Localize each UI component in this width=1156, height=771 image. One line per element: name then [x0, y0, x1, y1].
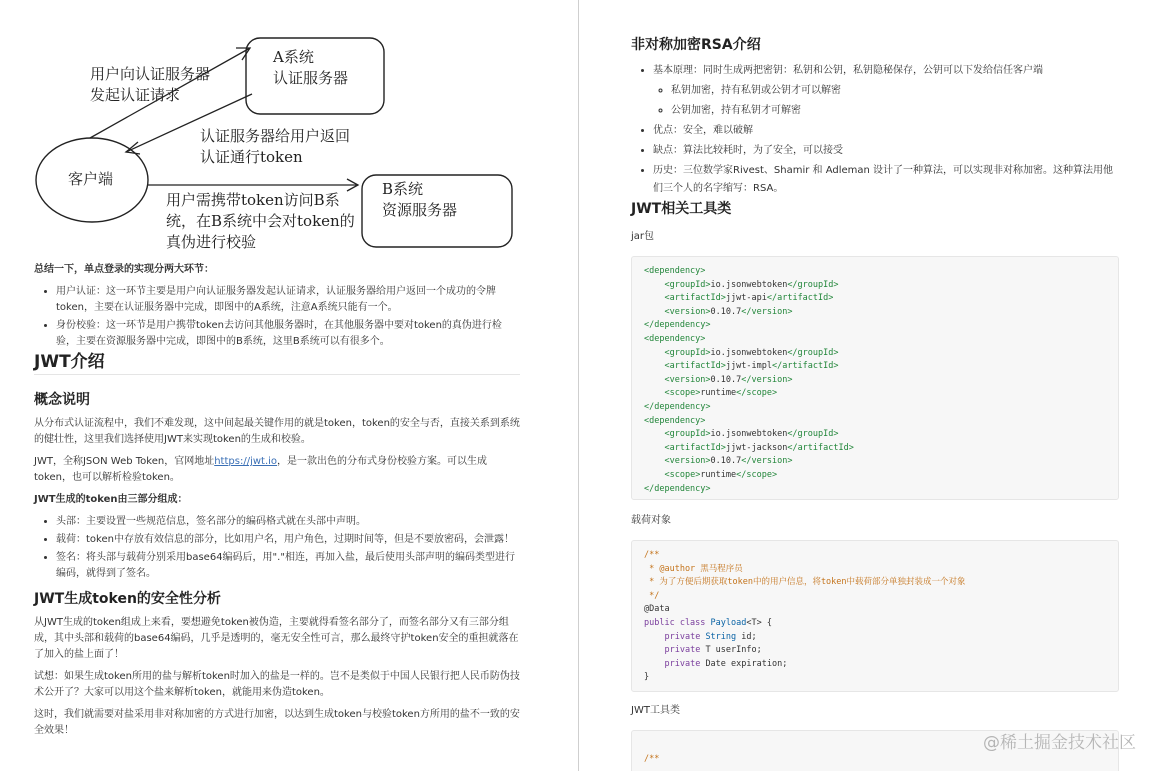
security-para-2: 试想：如果生成token所用的盐与解析token时加入的盐是一样的。岂不是类似于中国人民银行把人民币防伪技术公开了？大家可以用这个盐来解析token，就能用来伪造token。: [34, 671, 520, 698]
list-item: ◦ 私钥加密，持有私钥或公钥才可以解密: [671, 82, 1121, 100]
security-para-3: 这时，我们就需要对盐采用非对称加密的方式进行加密，以达到生成token与校验token方所用的盐不一致的安全效果！: [34, 709, 520, 736]
list-item: ◦ 公钥加密，持有私钥才可解密: [671, 102, 1121, 120]
user-to-b-note: 用户需携带token访问B系 统，在B系统中会对token的 真伪进行校验: [166, 191, 355, 251]
tools-heading: JWT相关工具类: [631, 201, 732, 217]
list-item: • 载荷：token中存放有效信息的部分，比如用户名，用户角色，过期时间等，但是不要放密码，会泄露！: [56, 532, 520, 548]
summary-list: [34, 284, 520, 350]
rsa-list: [631, 62, 1121, 198]
client-label: 客户端: [68, 170, 114, 188]
jwt-intro-heading: JWT介绍: [34, 354, 520, 375]
sso-flow-diagram: [28, 28, 528, 260]
list-item: • 签名：将头部与载荷分别采用base64编码后，用"."相连，再加入盐，最后使用头部声明的编码类型进行编码，就得到了签名。: [56, 550, 520, 582]
payload-code-block[interactable]: /** * @author 黑马程序员 * 为了方便后期获取token中的用户信息，将token中载荷部分单独封装成一个对象 */ @Data public class Payload<T> { private String id; private T userInfo; private Date expiration; }: [631, 540, 1119, 692]
list-item: • 缺点：算法比较耗时，为了安全，可以接受: [653, 142, 1121, 160]
b-system-label: B系统 资源服务器: [382, 180, 458, 219]
summary-title: 总结一下，单点登录的实现分两大环节：: [34, 264, 214, 275]
watermark: @稀土掘金技术社区: [983, 733, 1136, 753]
list-item: • 身份校验：这一环节是用户携带token去访问其他服务器时，在其他服务器中要对token的真伪进行检验，主要在资源服务器中完成，即图中的B系统，这里B系统可以有很多个。: [56, 318, 520, 350]
parts-title: JWT生成的token由三部分组成：: [34, 494, 188, 505]
jwt-io-link[interactable]: https://jwt.io: [214, 456, 278, 467]
dependency-code-block[interactable]: <dependency> <groupId>io.jsonwebtoken</groupId> <artifactId>jjwt-api</artifactId> <version>0.10.7</version> </dependency> <dependency> <groupId>io.jsonwebtoken</groupId> <artifactId>jjwt-impl</artifactId> <version>0.10.7</version> <scope>runtime</scope> </dependency> <dependency> <groupId>io.jsonwebtoken</groupId> <artifactId>jjwt-jackson</artifactId> <version>0.10.7</version> <scope>runtime</scope> </dependency>: [631, 256, 1119, 500]
list-item: • 基本原理：同时生成两把密钥：私钥和公钥，私钥隐秘保存，公钥可以下发给信任客户端 ◦ 私钥加密，持有私钥或公钥才可以解密 ◦ 公钥加密，持有私钥才可解密: [653, 62, 1121, 120]
security-para-1: 从JWT生成的token组成上来看，要想避免token被伪造，主要就得看签名部分了，而签名部分又有三部分组成，其中头部和载荷的base64编码，几乎是透明的，毫无安全性可言，那么最终守护token安全的重担就落在了加入的盐上面了！: [34, 617, 519, 660]
user-to-auth-note: 用户向认证服务器 发起认证请求: [90, 65, 211, 104]
list-item: • 历史：三位数学家Rivest、Shamir 和 Adleman 设计了一种算法，可以实现非对称加密。这种算法用他们三个人的名字缩写：RSA。: [653, 162, 1121, 198]
parts-list: [34, 514, 520, 582]
list-item: • 头部：主要设置一些规范信息，签名部分的编码格式就在头部中声明。: [56, 514, 520, 530]
rsa-section: [631, 36, 1121, 200]
right-page: [579, 0, 1156, 771]
rsa-sub-list: [653, 82, 1121, 120]
auth-to-user-note: 认证服务器给用户返回 认证通行token: [200, 127, 351, 166]
a-system-label: A系统 认证服务器: [273, 48, 349, 87]
concept-para-1: 从分布式认证流程中，我们不难发现，这中间起最关键作用的就是token，token的安全与否，直接关系到系统的健壮性，这里我们选择使用JWT来实现token的生成和校验。: [34, 418, 520, 445]
payload-label: 载荷对象: [631, 515, 671, 526]
concept-section: [34, 392, 520, 584]
concept-heading: 概念说明: [34, 392, 90, 408]
util-code-block[interactable]: /**: [631, 730, 1119, 771]
jwt-intro-heading-wrap: [34, 354, 520, 375]
util-label: JWT工具类: [631, 705, 680, 716]
tools-header: [631, 200, 1121, 246]
concept-para-2: JWT，全称JSON Web Token，官网地址https://jwt.io，是一款出色的分布式身份校验方案。可以生成token，也可以解析检验token。: [34, 456, 488, 483]
security-heading: JWT生成token的安全性分析: [34, 591, 221, 607]
list-item: • 用户认证：这一环节主要是用户向认证服务器发起认证请求，认证服务器给用户返回一个成功的令牌token，主要在认证服务器中完成，即图中的A系统，注意A系统只能有一个。: [56, 284, 520, 316]
list-item: • 优点：安全，难以破解: [653, 122, 1121, 140]
summary-section: [34, 262, 520, 352]
jar-label: jar包: [631, 231, 655, 242]
security-section: [34, 591, 520, 745]
rsa-heading: 非对称加密RSA介绍: [631, 37, 761, 53]
